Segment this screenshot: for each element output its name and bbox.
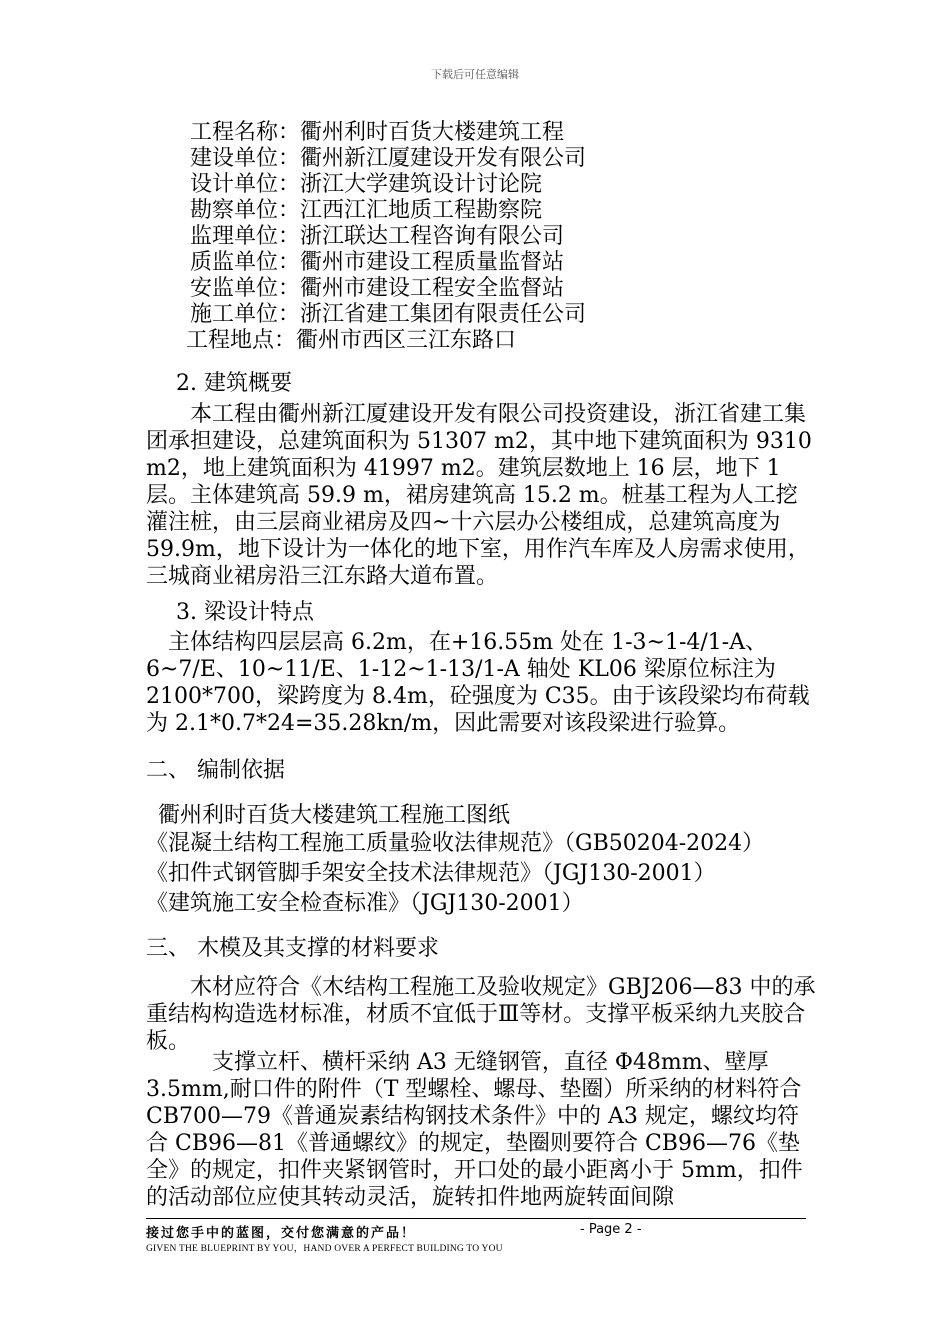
header-note: 下载后可任意编辑 — [431, 68, 519, 81]
section-heading-overview: 2. 建筑概要 — [176, 371, 292, 396]
paragraph-beam: 主体结构四层层高 6.2m，在+16.55m 处在 1-3~1-4/1-A、6~7/E、10~11/E、1-12~1-13/1-A 轴处 KL06 梁原位标注为 2100*700，梁跨度为 8.4m，砼强度为 C35。由于该段梁均布荷载为 2.1*0.7*24=35.28kn/m，因此需要对该段梁进行验算。 — [146, 630, 810, 736]
info-row-quality: 质监单位：衢州市建设工程质量监督站 — [190, 250, 565, 275]
paragraph-timber: 木材应符合《木结构工程施工及验收规定》GBJ206—83 中的承重结构构造选材标准，材质不宜低于Ⅲ等材。支撑平板采纳九夹胶合板。 — [146, 975, 816, 1054]
section-heading-beam: 3. 梁设计特点 — [176, 600, 314, 625]
info-row-developer: 建设单位：衢州新江厦建设开发有限公司 — [190, 146, 587, 171]
footer-divider — [146, 1218, 806, 1219]
info-row-survey: 勘察单位：江西江汇地质工程勘察院 — [190, 198, 543, 223]
paragraph-steel: 支撑立杆、横杆采纳 A3 无缝钢管，直径 Φ48mm、壁厚 3.5mm,耐口件的附件（T 型螺栓、螺母、垫圈）所采纳的材料符合 CB700—79《普通炭素结构钢技术条件》中的 A3 规定，螺纹均符合 CB96—81《普通螺纹》的规定，垫圈则要符合 CB96—76《垫全》的规定，扣件夹紧钢管时，开口处的最小距离小于 5mm，扣件的活动部位应使其转动灵活，旋转扣件地两旋转面间隙 — [146, 1050, 803, 1210]
basis-item-scaffold: 《扣件式钢管脚手架安全技术法律规范》（JGJ130-2001） — [146, 861, 716, 886]
info-row-contractor: 施工单位：浙江省建工集团有限责任公司 — [190, 302, 587, 327]
basis-item-concrete: 《混凝土结构工程施工质量验收法律规范》（GB50204-2024） — [146, 831, 765, 856]
basis-item-drawings: 衢州利时百货大楼建筑工程施工图纸 — [158, 803, 511, 828]
info-row-safety: 安监单位：衢州市建设工程安全监督站 — [190, 276, 565, 301]
info-row-location: 工程地点：衢州市西区三江东路口 — [186, 328, 517, 353]
info-row-project-name: 工程名称：衢州利时百货大楼建筑工程 — [190, 120, 565, 145]
part-heading-basis: 二、 编制依据 — [146, 758, 285, 783]
part-heading-materials: 三、 木模及其支撑的材料要求 — [146, 936, 439, 961]
basis-item-inspection: 《建筑施工安全检查标准》（JGJ130-2001） — [146, 891, 584, 916]
page-number: - Page 2 - — [580, 1222, 642, 1237]
info-row-supervisor: 监理单位：浙江联达工程咨询有限公司 — [190, 224, 565, 249]
project-info-list — [186, 120, 587, 354]
info-row-designer: 设计单位：浙江大学建筑设计讨论院 — [190, 172, 543, 197]
paragraph-overview: 本工程由衢州新江厦建设开发有限公司投资建设，浙江省建工集团承担建设，总建筑面积为 51307 m2，其中地下建筑面积为 9310 m2，地上建筑面积为 41997 m2。建筑层数地上 16 层，地下 1 层。主体建筑高 59.9 m，裙房建筑高 15.2 m。桩基工程为人工挖灌注桩，由三层商业裙房及四~十六层办公楼组成，总建筑高度为 59.9m，地下设计为一体化的地下室，用作汽车库及人房需求使用，三城商业裙房沿三江东路大道布置。 — [146, 402, 812, 589]
footer-english-slogan: GIVEN THE BLUEPRINT BY YOU，HAND OVER A PERFECT BUILDING TO YOU — [146, 1244, 503, 1254]
footer-slogan: 接过您手中的蓝图，交付您满意的产品！ — [146, 1226, 417, 1241]
